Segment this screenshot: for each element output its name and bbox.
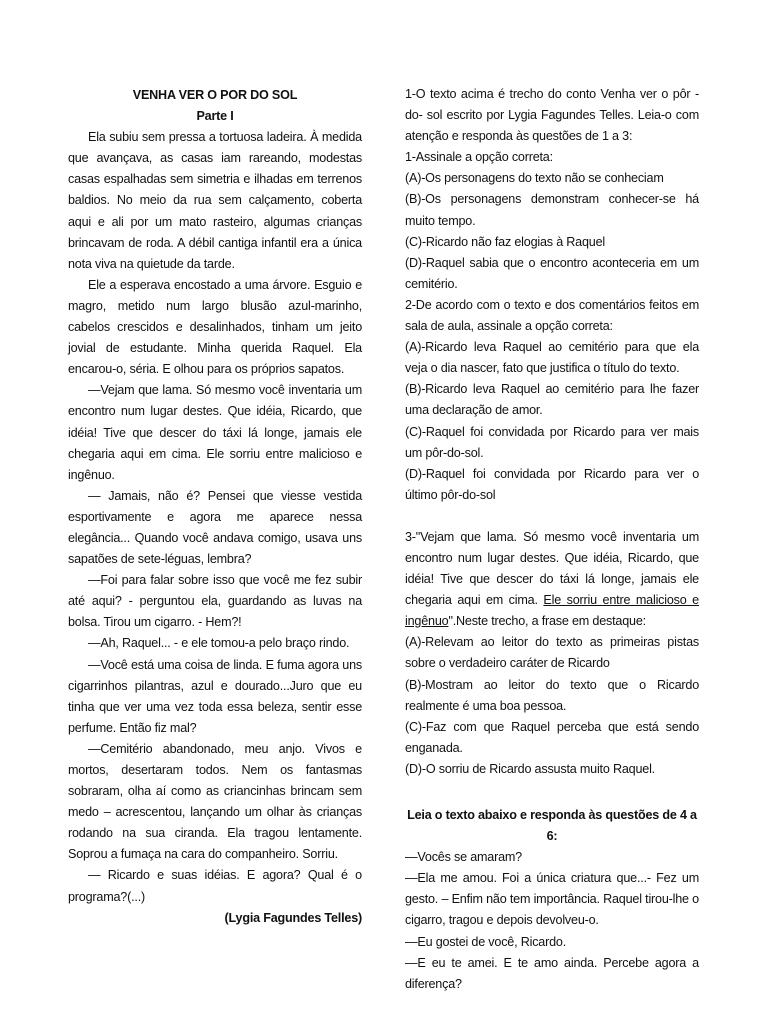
question-1-stem: 1-Assinale a opção correta:: [405, 150, 553, 165]
question-1-option-d: (D)-Raquel sabia que o encontro aconteceria em um cemitério.: [405, 255, 699, 291]
story-column: [68, 84, 362, 929]
dialogue-line: —Ela me amou. Foi a única criatura que...- Fez um gesto. – Enfim não tem importância. Raquel tirou-lhe o cigarro, tragou e depois devolveu-o.: [405, 871, 699, 928]
question-3-option-c: (C)-Faz com que Raquel perceba que está sendo enganada.: [405, 719, 699, 755]
question-1-option-a: (A)-Os personagens do texto não se conheciam: [405, 171, 664, 186]
spacer: [405, 780, 699, 805]
story-paragraph: — Jamais, não é? Pensei que viesse vestida esportivamente e agora me aparece nessa elegância... Quando você andava comigo, usava uns sapatões de sete-léguas, lembra?: [68, 488, 362, 567]
question-3-option-a: (A)-Relevam ao leitor do texto as primeiras pistas sobre o verdadeiro caráter de Ricardo: [405, 635, 699, 671]
section-2-heading: Leia o texto abaixo e responda às questões de 4 a 6:: [407, 808, 697, 844]
question-2-option-a: (A)-Ricardo leva Raquel ao cemitério para que ela veja o dia nascer, fato que justifica o título do texto.: [405, 340, 699, 376]
dialogue-line: —E eu te amei. E te amo ainda. Percebe agora a diferença?: [405, 955, 699, 991]
dialogue-line: —Eu gostei de você, Ricardo.: [405, 934, 567, 949]
story-paragraph: —Você está uma coisa de linda. E fuma agora uns cigarrinhos pilantras, azul e dourado...Juro que eu tinha que ver uma vez toda essa beleza, sentir esse perfume. Então fiz mal?: [68, 657, 362, 735]
dialogue-line: —Vocês se amaram?: [405, 850, 522, 865]
question-2-option-b: (B)-Ricardo leva Raquel ao cemitério para lhe fazer uma declaração de amor.: [405, 382, 699, 418]
question-2-option-c: (C)-Raquel foi convidada por Ricardo para ver mais um pôr-do-sol.: [405, 424, 699, 460]
story-paragraph: Ele a esperava encostado a uma árvore. Esguio e magro, metido num largo blusão azul-marinho, cabelos crescidos e desalinhados, tinham um jeito jovial de estudante. Minha querida Raquel. Ela encarou-o, séria. E olhou para os próprios sapatos.: [68, 277, 362, 377]
question-1-option-b: (B)-Os personagens demonstram conhecer-se há muito tempo.: [405, 192, 699, 228]
story-part: Parte I: [196, 109, 234, 124]
questions-intro: 1-O texto acima é trecho do conto Venha ver o pôr -do- sol escrito por Lygia Fagundes Telles. Leia-o com atenção e responda às questões de 1 a 3:: [405, 87, 699, 144]
question-1-option-c: (C)-Ricardo não faz elogias à Raquel: [405, 234, 606, 249]
question-3-option-b: (B)-Mostram ao leitor do texto que o Ricardo realmente é uma boa pessoa.: [405, 677, 699, 713]
question-3-option-d: (D)-O sorriu de Ricardo assusta muito Raquel.: [405, 761, 655, 776]
question-3-highlighted-sentence: Ele sorriu entre malicioso e ingênuo: [405, 593, 699, 629]
story-paragraph: Ela subiu sem pressa a tortuosa ladeira. À medida que avançava, as casas iam rareando, modestas casas espalhadas sem simetria e ilhadas em terrenos baldios. No meio da rua sem calçamento, coberta aqui e ali por um mato rasteiro, algumas crianças brincavam de roda. A débil cantiga infantil era a única nota viva na quietude da tarde.: [68, 130, 362, 271]
question-2-stem: 2-De acordo com o texto e dos comentários feitos em sala de aula, assinale a opção correta:: [405, 297, 699, 334]
story-paragraph: —Cemitério abandonado, meu anjo. Vivos e mortos, desertaram todos. Nem os fantasmas sobraram, olha aí como as criancinhas brincam sem medo – acrescentou, lançando um olhar às crianças rodando na sua ciranda. Ela tragou lentamente. Soprou a fumaça na cara do companheiro. Sorriu.: [68, 741, 362, 862]
story-attribution: (Lygia Fagundes Telles): [224, 910, 362, 925]
story-paragraph: — Ricardo e suas idéias. E agora? Qual é o programa?(...): [68, 868, 362, 904]
question-3-stem: [405, 527, 699, 632]
story-title: VENHA VER O POR DO SOL: [132, 88, 298, 102]
questions-column: [405, 84, 699, 995]
question-3-stem-end: ".Neste trecho, a frase em destaque:: [448, 614, 646, 629]
story-paragraph: —Foi para falar sobre isso que você me fez subir até aqui? - perguntou ela, guardando as luvas na bolsa. Tirou um cigarro. - Hem?!: [68, 573, 362, 630]
story-paragraph: —Ah, Raquel... - e ele tomou-a pelo braço rindo.: [88, 636, 350, 651]
spacer: [405, 506, 699, 527]
story-paragraph: —Vejam que lama. Só mesmo você inventaria um encontro num lugar destes. Que idéia, Ricardo, que idéia! Tive que descer do táxi lá longe, jamais ele chegaria aqui em cima. Ele sorriu entre malicioso e ingênuo.: [68, 383, 362, 482]
question-3-stem-start: 3-"Vejam que lama. Só mesmo você inventaria um encontro num lugar destes. Que idéia, Ricardo, que idéia! Tive que descer do táxi lá longe, jamais ele chegaria aqui em cima.: [405, 529, 699, 608]
question-2-option-d: (D)-Raquel foi convidada por Ricardo para ver o último pôr-do-sol: [405, 466, 699, 502]
